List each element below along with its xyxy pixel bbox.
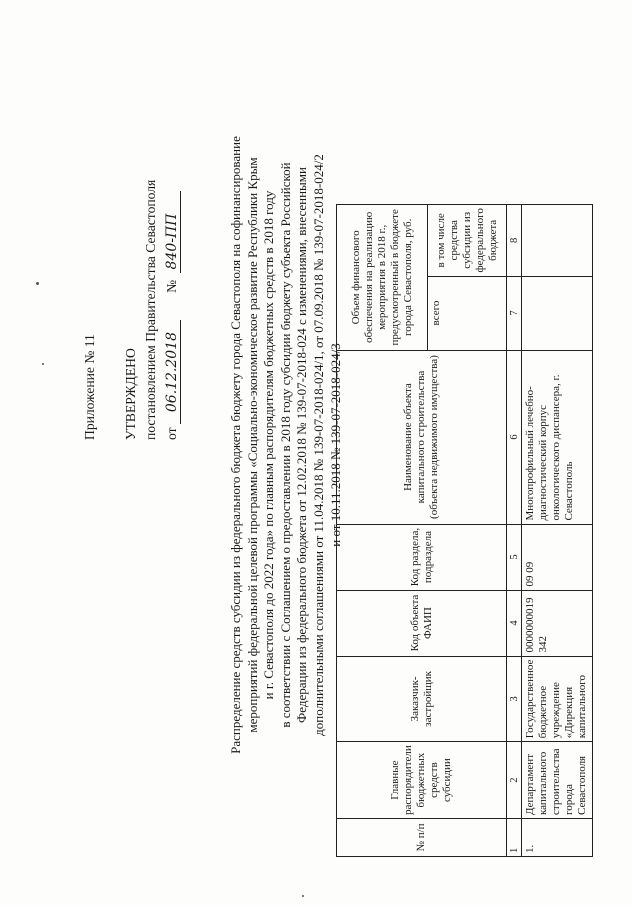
table-header-row xyxy=(337,205,428,857)
title-line: дополнительными соглашениями от 11.04.2018 № 139-07-2018-024/1, от 07.09.2018 № 139-07-2018-024/2 xyxy=(310,154,326,736)
row-object-name: Многопрофильный лечебно-диагностический корпус онкологического диспансера, г. Севастополь xyxy=(522,350,593,524)
col-header-number: № п/п xyxy=(337,819,507,857)
signed-number: 840-ПП xyxy=(164,191,181,273)
scan-speck xyxy=(302,895,304,897)
col-header-federal-share: в том числе средства субсидии из федерального бюджета xyxy=(428,205,507,276)
col-header-distributor: Главные распорядители бюджетных средств субсидии xyxy=(337,742,507,819)
signed-date: 06.12.2018 xyxy=(164,320,181,424)
distribution-table xyxy=(336,204,593,857)
scan-speck xyxy=(42,363,44,365)
col-header-customer: Заказчик-застройщик xyxy=(337,656,507,742)
row-section-code: 09 09 xyxy=(522,524,593,590)
appendix-number: Приложение № 11 xyxy=(82,334,97,440)
approved-stamp: УТВЕРЖДЕНО xyxy=(122,348,138,440)
title-line: мероприятий федеральной целевой программы «Социально-экономическое развитие Республики Крым xyxy=(244,157,260,733)
column-number-row xyxy=(507,205,522,857)
col-header-funding: Объем финансового обеспечения на реализацию мероприятия в 2018 г., предусмотренный в бюджете города Севастополя, руб. xyxy=(337,205,428,350)
approval-block xyxy=(80,20,182,440)
col-number: 2 xyxy=(507,742,522,819)
from-label: от xyxy=(163,427,179,440)
title-line: и от 10.11.2018 № 139-07-2018-024/3 xyxy=(327,343,343,547)
row-faip-code: 0000000019342 xyxy=(522,590,593,656)
row-distributor: Департамент капитального строительства города Севастополя xyxy=(522,742,593,819)
col-header-total: всего xyxy=(428,276,507,350)
decree-line: постановлением Правительства Севастополя xyxy=(143,179,158,440)
col-header-section-code: Код раздела, подраздела xyxy=(337,524,507,590)
col-number: 6 xyxy=(507,350,522,524)
col-number: 5 xyxy=(507,524,522,590)
row-total xyxy=(522,276,593,350)
title-line: Федерации из федерального бюджета от 12.02.2018 № 139-07-2018-024 с изменениями, внесенными xyxy=(294,167,310,723)
col-number: 1 xyxy=(507,819,522,857)
row-number: 1. xyxy=(522,819,593,857)
date-number-line xyxy=(162,20,183,440)
col-number: 4 xyxy=(507,590,522,656)
title-line: в соответствии с Соглашением о предоставлении в 2018 году субсидии бюджету субъекта Российской xyxy=(277,162,293,728)
row-federal-share xyxy=(522,205,593,276)
col-header-object-name: Наименование объекта капитального строительства (объекта недвижимого имущества) xyxy=(337,350,507,524)
title-line: Распределение средств субсидии из федерального бюджета бюджету города Севастополя на софинансирование xyxy=(228,136,243,754)
col-number: 8 xyxy=(507,205,522,276)
row-customer: Государственное бюджетное учреждение «Дирекция капитального xyxy=(522,656,593,742)
number-label: № xyxy=(163,279,179,293)
scan-speck xyxy=(36,282,39,285)
table-row xyxy=(522,205,593,857)
document-title xyxy=(228,25,344,865)
col-header-faip-code: Код объекта ФАИП xyxy=(337,590,507,656)
title-line: и г. Севастополя до 2022 года» по главным распорядителям бюджетных средств в 2018 году xyxy=(261,190,277,700)
col-number: 3 xyxy=(507,656,522,742)
col-number: 7 xyxy=(507,276,522,350)
